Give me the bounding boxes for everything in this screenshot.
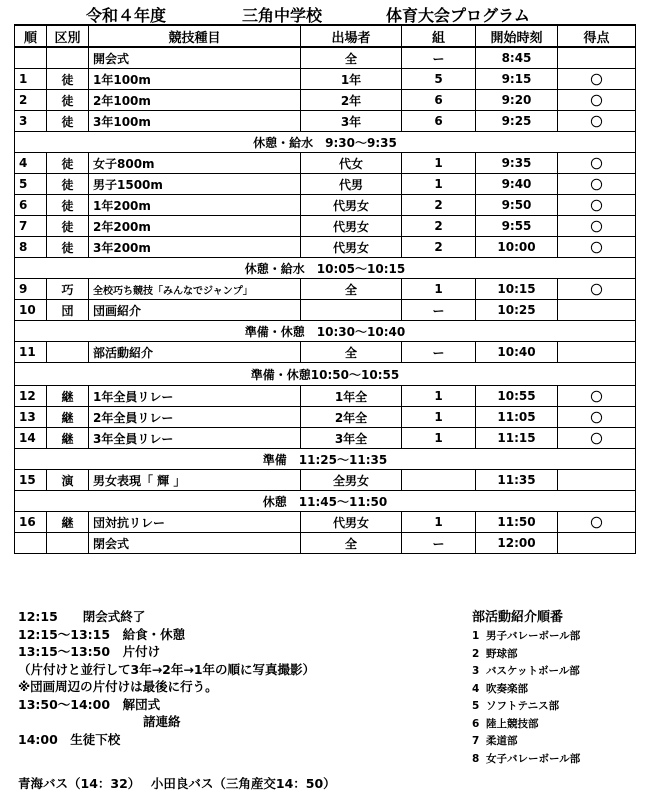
table-header-row bbox=[15, 25, 636, 47]
event-group: 2 bbox=[402, 195, 476, 216]
event-group: 2 bbox=[402, 216, 476, 237]
event-number bbox=[15, 47, 47, 69]
club-item bbox=[472, 698, 642, 716]
event-score-mark: 〇 bbox=[558, 407, 636, 428]
event-number: 8 bbox=[15, 237, 47, 258]
event-group: 1 bbox=[402, 407, 476, 428]
event-name: 女子800m bbox=[89, 153, 301, 174]
event-participants: 全男女 bbox=[301, 470, 402, 491]
event-group: 6 bbox=[402, 90, 476, 111]
event-number: 1 bbox=[15, 69, 47, 90]
event-number: 11 bbox=[15, 342, 47, 363]
event-row bbox=[15, 407, 636, 428]
club-item-number: 6 bbox=[472, 717, 480, 730]
event-participants: 全 bbox=[301, 279, 402, 300]
event-row bbox=[15, 342, 636, 363]
event-name: 1年200m bbox=[89, 195, 301, 216]
club-item-number: 2 bbox=[472, 647, 480, 660]
event-category: 徒 bbox=[47, 174, 89, 195]
break-text: 休憩・給水 9:30～9:35 bbox=[15, 132, 636, 153]
club-item bbox=[472, 681, 642, 699]
event-name: 2年全員リレー bbox=[89, 407, 301, 428]
event-category: 継 bbox=[47, 407, 89, 428]
break-text: 休憩・給水 10:05～10:15 bbox=[15, 258, 636, 279]
event-start-time: 12:00 bbox=[476, 533, 558, 554]
event-row bbox=[15, 512, 636, 533]
club-item-name: 柔道部 bbox=[486, 735, 518, 747]
schedule-line: 12:15 閉会式終了 bbox=[18, 609, 146, 624]
event-group: 1 bbox=[402, 174, 476, 195]
event-category: 演 bbox=[47, 470, 89, 491]
event-score-mark: 〇 bbox=[558, 279, 636, 300]
club-item bbox=[472, 716, 642, 734]
event-name: 団対抗リレー bbox=[89, 512, 301, 533]
event-start-time: 11:15 bbox=[476, 428, 558, 449]
event-participants: 2年全 bbox=[301, 407, 402, 428]
program-table bbox=[14, 24, 636, 554]
event-participants: 3年全 bbox=[301, 428, 402, 449]
club-item-number: 7 bbox=[472, 735, 480, 747]
event-participants: 1年全 bbox=[301, 386, 402, 407]
club-item-number: 5 bbox=[472, 700, 480, 712]
event-participants: 1年 bbox=[301, 69, 402, 90]
event-start-time: 9:35 bbox=[476, 153, 558, 174]
break-row bbox=[15, 132, 636, 153]
bus-info: 青海バス（14：32） 小田良バス（三角産交14：50） bbox=[18, 776, 336, 791]
event-number: 14 bbox=[15, 428, 47, 449]
event-start-time: 9:40 bbox=[476, 174, 558, 195]
event-name: 2年200m bbox=[89, 216, 301, 237]
event-number: 2 bbox=[15, 90, 47, 111]
club-item-number: 1 bbox=[472, 630, 480, 642]
event-name: 3年全員リレー bbox=[89, 428, 301, 449]
event-category bbox=[47, 47, 89, 69]
event-group: 5 bbox=[402, 69, 476, 90]
event-group: 1 bbox=[402, 153, 476, 174]
break-row bbox=[15, 449, 636, 470]
event-row bbox=[15, 174, 636, 195]
schedule-line: 14:00 生徒下校 bbox=[18, 731, 121, 747]
event-row bbox=[15, 279, 636, 300]
schedule-line: 13:50～14:00 解団式 bbox=[18, 696, 161, 712]
event-number: 10 bbox=[15, 300, 47, 321]
event-group: ー bbox=[402, 533, 476, 554]
event-participants bbox=[301, 300, 402, 321]
event-start-time: 10:25 bbox=[476, 300, 558, 321]
event-number: 6 bbox=[15, 195, 47, 216]
event-group: ー bbox=[402, 342, 476, 363]
event-category: 継 bbox=[47, 512, 89, 533]
event-participants: 3年 bbox=[301, 111, 402, 132]
event-score-mark bbox=[558, 470, 636, 491]
event-category: 巧 bbox=[47, 279, 89, 300]
club-item-name: 男子バレーボール部 bbox=[486, 630, 581, 642]
club-item bbox=[472, 733, 642, 751]
event-participants: 代男女 bbox=[301, 216, 402, 237]
event-category: 徒 bbox=[47, 111, 89, 132]
club-item-number: 8 bbox=[472, 752, 480, 765]
event-name: 3年200m bbox=[89, 237, 301, 258]
event-start-time: 9:50 bbox=[476, 195, 558, 216]
event-category bbox=[47, 342, 89, 363]
title-event: 体育大会プログラム bbox=[386, 6, 530, 25]
event-participants: 全 bbox=[301, 47, 402, 69]
event-category: 徒 bbox=[47, 153, 89, 174]
event-start-time: 8:45 bbox=[476, 47, 558, 69]
event-score-mark: 〇 bbox=[558, 90, 636, 111]
event-row bbox=[15, 153, 636, 174]
event-participants: 全 bbox=[301, 533, 402, 554]
event-start-time: 9:15 bbox=[476, 69, 558, 90]
event-score-mark: 〇 bbox=[558, 69, 636, 90]
event-score-mark bbox=[558, 300, 636, 321]
event-name: 開会式 bbox=[89, 47, 301, 69]
event-number: 7 bbox=[15, 216, 47, 237]
event-name: 閉会式 bbox=[89, 533, 301, 554]
event-score-mark: 〇 bbox=[558, 153, 636, 174]
club-order-title: 部活動紹介順番 bbox=[472, 610, 564, 625]
club-item-number: 3 bbox=[472, 665, 480, 677]
event-category: 継 bbox=[47, 386, 89, 407]
break-row bbox=[15, 363, 636, 386]
break-text: 準備・休憩10:50～10:55 bbox=[15, 363, 636, 386]
event-number bbox=[15, 533, 47, 554]
event-score-mark bbox=[558, 533, 636, 554]
club-item-name: 吹奏楽部 bbox=[486, 682, 528, 695]
event-row bbox=[15, 533, 636, 554]
title-era: 令和４年度 bbox=[86, 6, 167, 25]
event-score-mark: 〇 bbox=[558, 428, 636, 449]
event-start-time: 9:20 bbox=[476, 90, 558, 111]
event-score-mark: 〇 bbox=[558, 174, 636, 195]
schedule-line: 諸連絡 bbox=[18, 714, 181, 729]
closing-schedule bbox=[18, 608, 458, 748]
event-name: 部活動紹介 bbox=[89, 342, 301, 363]
header-no: 順 bbox=[15, 25, 47, 47]
event-number: 12 bbox=[15, 386, 47, 407]
event-score-mark: 〇 bbox=[558, 512, 636, 533]
event-row bbox=[15, 111, 636, 132]
event-start-time: 11:05 bbox=[476, 407, 558, 428]
event-start-time: 10:55 bbox=[476, 386, 558, 407]
event-participants: 全 bbox=[301, 342, 402, 363]
event-score-mark: 〇 bbox=[558, 216, 636, 237]
event-number: 5 bbox=[15, 174, 47, 195]
event-category: 団 bbox=[47, 300, 89, 321]
event-score-mark: 〇 bbox=[558, 195, 636, 216]
event-start-time: 10:00 bbox=[476, 237, 558, 258]
event-group: 2 bbox=[402, 237, 476, 258]
event-name: 全校巧ち競技「みんなでジャンプ」 bbox=[89, 279, 301, 300]
event-name: 男女表現「 輝 」 bbox=[89, 470, 301, 491]
event-participants: 代男女 bbox=[301, 512, 402, 533]
schedule-line: （片付けと並行して3年→2年→1年の順に写真撮影） bbox=[18, 661, 316, 677]
club-item-name: バスケットボール部 bbox=[486, 665, 580, 677]
schedule-line: ※団画周辺の片付けは最後に行う。 bbox=[18, 679, 218, 694]
event-category: 徒 bbox=[47, 237, 89, 258]
event-number: 13 bbox=[15, 407, 47, 428]
event-row bbox=[15, 90, 636, 111]
header-event: 競技種目 bbox=[89, 25, 301, 47]
event-row bbox=[15, 216, 636, 237]
event-number: 15 bbox=[15, 470, 47, 491]
event-name: 3年100m bbox=[89, 111, 301, 132]
club-item bbox=[472, 628, 642, 646]
event-category: 継 bbox=[47, 428, 89, 449]
event-group: 1 bbox=[402, 512, 476, 533]
header-score: 得点 bbox=[558, 25, 636, 47]
event-name: 1年100m bbox=[89, 69, 301, 90]
page-title bbox=[14, 0, 634, 24]
event-score-mark bbox=[558, 47, 636, 69]
break-text: 準備 11:25～11:35 bbox=[15, 449, 636, 470]
event-score-mark: 〇 bbox=[558, 111, 636, 132]
break-row bbox=[15, 321, 636, 342]
event-row bbox=[15, 386, 636, 407]
event-row bbox=[15, 47, 636, 69]
event-name: 2年100m bbox=[89, 90, 301, 111]
event-group: 1 bbox=[402, 386, 476, 407]
schedule-line: 12:15～13:15 給食・休憩 bbox=[18, 626, 186, 642]
event-group: ー bbox=[402, 300, 476, 321]
event-start-time: 10:40 bbox=[476, 342, 558, 363]
event-number: 4 bbox=[15, 153, 47, 174]
event-participants: 代女 bbox=[301, 153, 402, 174]
break-row bbox=[15, 491, 636, 512]
club-item-name: 陸上競技部 bbox=[486, 717, 539, 730]
event-start-time: 10:15 bbox=[476, 279, 558, 300]
break-text: 準備・休憩 10:30～10:40 bbox=[15, 321, 636, 342]
event-start-time: 11:50 bbox=[476, 512, 558, 533]
club-item bbox=[472, 751, 642, 769]
club-item-number: 4 bbox=[472, 682, 480, 695]
event-number: 3 bbox=[15, 111, 47, 132]
event-score-mark: 〇 bbox=[558, 386, 636, 407]
header-participants: 出場者 bbox=[301, 25, 402, 47]
event-score-mark bbox=[558, 342, 636, 363]
break-text: 休憩 11:45～11:50 bbox=[15, 491, 636, 512]
club-item bbox=[472, 646, 642, 664]
event-score-mark: 〇 bbox=[558, 237, 636, 258]
event-row bbox=[15, 237, 636, 258]
event-start-time: 9:55 bbox=[476, 216, 558, 237]
schedule-line: 13:15～13:50 片付け bbox=[18, 644, 161, 659]
event-participants: 代男 bbox=[301, 174, 402, 195]
event-group bbox=[402, 470, 476, 491]
club-item-name: ソフトテニス部 bbox=[486, 700, 560, 712]
break-row bbox=[15, 258, 636, 279]
event-group: 1 bbox=[402, 428, 476, 449]
event-number: 16 bbox=[15, 512, 47, 533]
event-name: 男子1500m bbox=[89, 174, 301, 195]
event-participants: 代男女 bbox=[301, 195, 402, 216]
event-name: 1年全員リレー bbox=[89, 386, 301, 407]
event-row bbox=[15, 300, 636, 321]
event-group: 6 bbox=[402, 111, 476, 132]
event-category: 徒 bbox=[47, 69, 89, 90]
event-start-time: 11:35 bbox=[476, 470, 558, 491]
header-category: 区別 bbox=[47, 25, 89, 47]
header-group: 組 bbox=[402, 25, 476, 47]
event-name: 団画紹介 bbox=[89, 300, 301, 321]
event-start-time: 9:25 bbox=[476, 111, 558, 132]
event-category: 徒 bbox=[47, 195, 89, 216]
event-number: 9 bbox=[15, 279, 47, 300]
club-item-name: 野球部 bbox=[486, 647, 518, 660]
event-group: ー bbox=[402, 47, 476, 69]
event-category: 徒 bbox=[47, 216, 89, 237]
title-school: 三角中学校 bbox=[242, 6, 323, 25]
club-introduction-order bbox=[472, 608, 642, 768]
club-item bbox=[472, 663, 642, 681]
event-category bbox=[47, 533, 89, 554]
event-group: 1 bbox=[402, 279, 476, 300]
event-row bbox=[15, 428, 636, 449]
event-participants: 代男女 bbox=[301, 237, 402, 258]
event-row bbox=[15, 195, 636, 216]
header-start-time: 開始時刻 bbox=[476, 25, 558, 47]
event-row bbox=[15, 470, 636, 491]
event-category: 徒 bbox=[47, 90, 89, 111]
event-row bbox=[15, 69, 636, 90]
event-participants: 2年 bbox=[301, 90, 402, 111]
club-item-name: 女子バレーボール部 bbox=[486, 752, 581, 765]
